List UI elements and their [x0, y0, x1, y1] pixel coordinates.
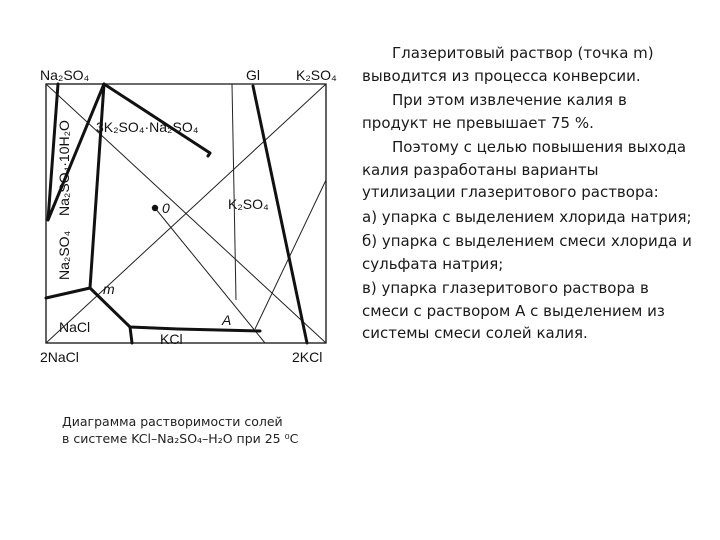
caption-line-1: Диаграмма растворимости солей: [62, 414, 283, 429]
field-label-mirabilite: Na₂SO₄·10H₂O: [56, 120, 72, 216]
field-label-double-salt: 3K₂SO₄·Na₂SO₄: [96, 119, 199, 135]
corner-label-top-left: Na₂SO₄: [40, 67, 90, 83]
paragraph-5: б) упарка с выделением смеси хлорида и сульфата натрия;: [362, 232, 692, 273]
solubility-diagram: [0, 0, 360, 400]
paragraph-1: Глазеритовый раствор (точка m) выводится из процесса конверсии.: [362, 44, 654, 85]
corner-label-top-right: K₂SO₄: [296, 67, 337, 83]
point-label-a: A: [222, 312, 232, 328]
paragraph-3: Поэтому с целью повышения выхода калия разработаны варианты утилизации глазеритового раствора:: [362, 138, 687, 201]
corner-label-bottom-right: 2KCl: [292, 349, 323, 365]
field-label-nacl: NaCl: [59, 319, 91, 335]
boundary-kcl: [130, 327, 132, 343]
paragraph-6: в) упарка глазеритового раствора в смеси с раствором A с выделением из системы смеси солей калия.: [362, 279, 665, 342]
field-label-k2so4: K₂SO₄: [228, 196, 269, 212]
point-label-m: m: [103, 281, 115, 297]
text-block: [362, 42, 692, 347]
boundary-k2so4: [253, 86, 307, 343]
caption-line-2: в системе KCl–Na₂SO₄–H₂O при 25 ⁰C: [62, 431, 299, 446]
corner-label-bottom-left: 2NaCl: [40, 349, 79, 365]
point-label-o: 0: [162, 200, 170, 216]
thin-line-3: [232, 84, 236, 300]
field-label-gl: Gl: [246, 67, 260, 83]
diagram-caption: [62, 413, 298, 447]
paragraph-4: а) упарка с выделением хлорида натрия;: [362, 207, 692, 226]
point-o-marker: [152, 205, 158, 211]
thin-line-2: [155, 208, 265, 343]
field-label-kcl: KCl: [160, 331, 183, 347]
field-label-thenardite: Na₂SO₄: [56, 230, 72, 280]
paragraph-2: При этом извлечение калия в продукт не превышает 75 %.: [362, 91, 627, 132]
